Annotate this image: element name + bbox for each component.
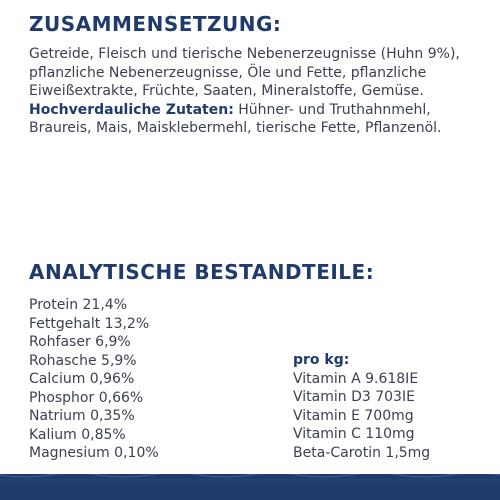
constituent-item: Kalium 0,85%	[29, 426, 126, 443]
band-wave-pattern	[0, 474, 500, 500]
constituents-list	[29, 296, 159, 463]
constituent-item: Protein 21,4%	[29, 297, 127, 313]
per-kg-list	[293, 351, 430, 462]
constituent-item: Magnesium 0,10%	[29, 445, 159, 461]
constituent-item: Calcium 0,96%	[29, 371, 135, 387]
vitamin-item: Vitamin D3 703IE	[293, 389, 415, 405]
constituent-item: Natrium 0,35%	[29, 408, 135, 424]
vitamin-item: Vitamin C 110mg	[293, 426, 415, 442]
vitamin-item: Beta-Carotin 1,5mg	[293, 444, 431, 461]
composition-text: Getreide, Fleisch und tierische Nebenerzeugnisse (Huhn 9%), pflanzliche Nebenerzeugnisse, Öle und Fette, pflanzliche Eiweißextrakte, Früchte, Saaten, Mineralstoffe, Gemüse.	[29, 46, 460, 99]
highly-digestible-label: Hochverdauliche Zutaten:	[29, 101, 234, 118]
vitamin-item: Vitamin E 700mg	[293, 407, 414, 424]
composition-paragraph	[29, 45, 479, 138]
constituent-item: Phosphor 0,66%	[29, 389, 144, 406]
bottom-decorative-band	[0, 474, 500, 500]
constituent-item: Rohasche 5,9%	[29, 352, 137, 369]
highly-digestible-text: Hühner- und Truthahnmehl, Braureis, Mais, Maisklebermehl, tierische Fette, Pflanzenöl.	[29, 101, 442, 136]
analytics-heading: ANALYTISCHE BESTANDTEILE:	[29, 260, 375, 284]
vitamin-item: Vitamin A 9.618IE	[293, 370, 419, 387]
constituent-item: Fettgehalt 13,2%	[29, 315, 150, 332]
constituent-item: Rohfaser 6,9%	[29, 334, 131, 350]
composition-heading: ZUSAMMENSETZUNG:	[29, 12, 282, 36]
per-kg-label: pro kg:	[293, 352, 350, 368]
